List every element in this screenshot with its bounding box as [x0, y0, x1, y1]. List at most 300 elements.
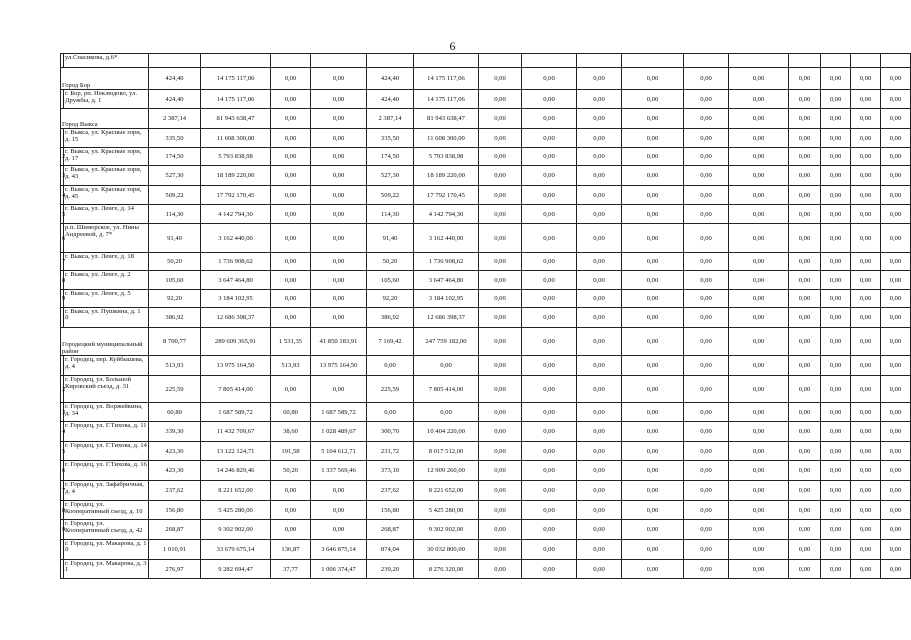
- value-cell: 0,00: [622, 461, 684, 481]
- value-cell: 0,00: [851, 376, 881, 403]
- value-cell: 5 793 838,98: [414, 148, 479, 166]
- value-cell: 0,00: [271, 271, 311, 290]
- value-cell: 0,00: [881, 148, 911, 166]
- value-cell: 874,04: [367, 540, 414, 560]
- value-cell: [851, 54, 881, 68]
- value-cell: 0,00: [479, 403, 522, 422]
- value-cell: 0,00: [684, 501, 729, 520]
- value-cell: 0,00: [622, 442, 684, 461]
- address-cell: г. Городец, ул. Г.Тихова, д. 11: [64, 422, 149, 442]
- value-cell: 0,00: [577, 356, 622, 376]
- address-cell: г. Выкса, ул. Красные зори, д. 45: [64, 186, 149, 205]
- value-cell: 91,40: [367, 224, 414, 253]
- value-cell: [149, 54, 201, 68]
- value-cell: 0,00: [789, 560, 821, 579]
- value-cell: 1 006 374,47: [311, 560, 367, 579]
- address-cell: г. Выкса, ул. Красные зори, д. 43: [64, 166, 149, 186]
- value-cell: 18 189 220,00: [414, 166, 479, 186]
- value-cell: 8 700,77: [149, 328, 201, 356]
- value-cell: 0,00: [271, 90, 311, 109]
- value-cell: 0,00: [311, 290, 367, 308]
- value-cell: 423,30: [149, 442, 201, 461]
- value-cell: 0,00: [789, 540, 821, 560]
- value-cell: 0,00: [522, 271, 577, 290]
- value-cell: 0,00: [479, 520, 522, 540]
- value-cell: 0,00: [821, 520, 851, 540]
- value-cell: 0,00: [821, 442, 851, 461]
- value-cell: 0,00: [622, 376, 684, 403]
- value-cell: 0,00: [851, 422, 881, 442]
- table-row: [61, 501, 911, 520]
- value-cell: 0,00: [522, 540, 577, 560]
- value-cell: 3 184 102,95: [201, 290, 271, 308]
- address-cell: г. Городец, ул. Воржейкина, д. 34: [64, 403, 149, 422]
- value-cell: 9 282 694,47: [201, 560, 271, 579]
- value-cell: 0,00: [577, 129, 622, 148]
- value-cell: 0,00: [851, 68, 881, 90]
- value-cell: 0,00: [684, 356, 729, 376]
- value-cell: 0,00: [789, 109, 821, 129]
- value-cell: 0,00: [311, 501, 367, 520]
- value-cell: 0,00: [522, 90, 577, 109]
- value-cell: 527,30: [367, 166, 414, 186]
- value-cell: 0,00: [522, 481, 577, 501]
- value-cell: 0,00: [271, 290, 311, 308]
- value-cell: 0,00: [522, 356, 577, 376]
- value-cell: 1 687 589,72: [311, 403, 367, 422]
- value-cell: 0,00: [684, 186, 729, 205]
- value-cell: [881, 54, 911, 68]
- value-cell: 0,00: [414, 356, 479, 376]
- address-cell: г. Городец, ул. Кооперативный съезд, д. 42: [64, 520, 149, 540]
- value-cell: 81 943 638,47: [414, 109, 479, 129]
- value-cell: 0,00: [522, 109, 577, 129]
- value-cell: 0,00: [684, 205, 729, 224]
- row-number: 9: [61, 290, 64, 308]
- value-cell: 0,00: [479, 205, 522, 224]
- value-cell: 156,80: [367, 501, 414, 520]
- value-cell: 0,00: [789, 166, 821, 186]
- value-cell: 0,00: [479, 290, 522, 308]
- value-cell: 50,20: [271, 461, 311, 481]
- value-cell: 0,00: [311, 129, 367, 148]
- value-cell: 0,00: [851, 148, 881, 166]
- value-cell: 0,00: [729, 271, 789, 290]
- value-cell: 527,30: [149, 166, 201, 186]
- value-cell: 0,00: [479, 224, 522, 253]
- value-cell: 0,00: [789, 68, 821, 90]
- value-cell: 0,00: [789, 461, 821, 481]
- value-cell: 0,00: [622, 109, 684, 129]
- value-cell: 0,00: [821, 186, 851, 205]
- value-cell: 174,50: [149, 148, 201, 166]
- address-cell: г. Городец, ул. Г.Тихова, д. 16: [64, 461, 149, 481]
- value-cell: 276,97: [149, 560, 201, 579]
- value-cell: 0,00: [479, 109, 522, 129]
- value-cell: 11 608 300,00: [414, 129, 479, 148]
- value-cell: [311, 54, 367, 68]
- value-cell: 0,00: [271, 205, 311, 224]
- address-cell: г. Городец, ул. Кооперативный съезд, д. 10: [64, 501, 149, 520]
- value-cell: 5 104 612,71: [311, 442, 367, 461]
- group-row: [61, 328, 911, 356]
- value-cell: 0,00: [851, 186, 881, 205]
- value-cell: 0,00: [684, 422, 729, 442]
- value-cell: 0,00: [881, 253, 911, 271]
- value-cell: 0,00: [821, 224, 851, 253]
- value-cell: 9 302 902,00: [414, 520, 479, 540]
- value-cell: 0,00: [622, 148, 684, 166]
- value-cell: 0,00: [684, 271, 729, 290]
- value-cell: 0,00: [522, 461, 577, 481]
- value-cell: 0,00: [684, 308, 729, 328]
- value-cell: 0,00: [729, 205, 789, 224]
- value-cell: 13 975 164,50: [201, 356, 271, 376]
- value-cell: 0,00: [577, 271, 622, 290]
- value-cell: 0,00: [821, 166, 851, 186]
- value-cell: 0,00: [821, 328, 851, 356]
- value-cell: 7 805 414,00: [414, 376, 479, 403]
- table-row: [61, 481, 911, 501]
- value-cell: 0,00: [821, 90, 851, 109]
- value-cell: 0,00: [881, 328, 911, 356]
- value-cell: 0,00: [479, 308, 522, 328]
- row-number: 8: [61, 271, 64, 290]
- value-cell: 0,00: [729, 166, 789, 186]
- row-number: 3: [61, 166, 64, 186]
- value-cell: 0,00: [311, 308, 367, 328]
- address-cell: г. Городец, ул. Зафабричная, д. 4: [64, 481, 149, 501]
- value-cell: 268,87: [367, 520, 414, 540]
- value-cell: [729, 54, 789, 68]
- value-cell: 0,00: [622, 271, 684, 290]
- value-cell: 114,30: [367, 205, 414, 224]
- value-cell: 0,00: [789, 308, 821, 328]
- value-cell: 50,20: [367, 253, 414, 271]
- value-cell: 0,00: [729, 520, 789, 540]
- value-cell: 9 302 902,00: [201, 520, 271, 540]
- value-cell: 0,00: [881, 442, 911, 461]
- value-cell: 0,00: [622, 308, 684, 328]
- value-cell: 0,00: [577, 224, 622, 253]
- value-cell: 0,00: [851, 356, 881, 376]
- value-cell: 0,00: [729, 442, 789, 461]
- value-cell: 0,00: [881, 403, 911, 422]
- value-cell: 0,00: [577, 403, 622, 422]
- value-cell: 0,00: [311, 271, 367, 290]
- value-cell: 0,00: [851, 520, 881, 540]
- value-cell: 0,00: [821, 481, 851, 501]
- value-cell: 0,00: [729, 328, 789, 356]
- value-cell: 335,50: [367, 129, 414, 148]
- value-cell: [271, 54, 311, 68]
- row-number: 2: [61, 148, 64, 166]
- value-cell: 0,00: [729, 224, 789, 253]
- value-cell: 0,00: [311, 520, 367, 540]
- value-cell: 0,00: [881, 520, 911, 540]
- table-row: [61, 166, 911, 186]
- table-row: [61, 90, 911, 109]
- value-cell: 0,00: [577, 501, 622, 520]
- value-cell: 0,00: [729, 148, 789, 166]
- value-cell: 0,00: [851, 461, 881, 481]
- value-cell: 3 647 464,80: [414, 271, 479, 290]
- value-cell: 0,00: [479, 540, 522, 560]
- value-cell: 0,00: [684, 540, 729, 560]
- value-cell: 0,00: [729, 481, 789, 501]
- value-cell: 0,00: [522, 403, 577, 422]
- value-cell: 33 679 675,14: [201, 540, 271, 560]
- value-cell: 0,00: [729, 308, 789, 328]
- value-cell: 0,00: [622, 224, 684, 253]
- value-cell: 3 162 440,00: [201, 224, 271, 253]
- value-cell: 0,00: [821, 308, 851, 328]
- value-cell: 8 221 652,00: [414, 481, 479, 501]
- value-cell: 0,00: [684, 253, 729, 271]
- value-cell: [479, 54, 522, 68]
- address-cell: г. Городец, ул. Макарова, д. 1: [64, 540, 149, 560]
- value-cell: 0,00: [684, 166, 729, 186]
- row-number: 3: [61, 403, 64, 422]
- value-cell: 0,00: [851, 501, 881, 520]
- value-cell: 0,00: [622, 403, 684, 422]
- address-cell: г. Городец, ул. Большой Кировский съезд, д. 31: [64, 376, 149, 403]
- value-cell: [414, 54, 479, 68]
- value-cell: 0,00: [271, 481, 311, 501]
- value-cell: 0,00: [851, 271, 881, 290]
- value-cell: 136,87: [271, 540, 311, 560]
- value-cell: 0,00: [577, 205, 622, 224]
- value-cell: 0,00: [684, 109, 729, 129]
- value-cell: 0,00: [311, 68, 367, 90]
- value-cell: 0,00: [522, 224, 577, 253]
- value-cell: 513,93: [271, 356, 311, 376]
- value-cell: 0,00: [821, 501, 851, 520]
- value-cell: 0,00: [851, 481, 881, 501]
- value-cell: 0,00: [522, 328, 577, 356]
- value-cell: 0,00: [881, 109, 911, 129]
- value-cell: 0,00: [821, 290, 851, 308]
- value-cell: 156,80: [149, 501, 201, 520]
- value-cell: 0,00: [789, 148, 821, 166]
- address-cell: г. Выкса, ул. Ленге, д. 18: [64, 253, 149, 271]
- value-cell: 5 425 280,00: [201, 501, 271, 520]
- value-cell: 0,00: [881, 205, 911, 224]
- value-cell: 3 647 464,80: [201, 271, 271, 290]
- continuation-row: [61, 54, 911, 68]
- value-cell: 0,00: [479, 68, 522, 90]
- value-cell: 14 175 117,06: [201, 68, 271, 90]
- value-cell: 0,00: [881, 540, 911, 560]
- value-cell: 13 122 124,71: [201, 442, 271, 461]
- value-cell: 92,20: [149, 290, 201, 308]
- value-cell: 0,00: [577, 90, 622, 109]
- table-row: [61, 376, 911, 403]
- value-cell: 0,00: [881, 461, 911, 481]
- row-number: 10: [61, 540, 64, 560]
- value-cell: 41 850 183,91: [311, 328, 367, 356]
- row-number: 2: [61, 376, 64, 403]
- value-cell: 0,00: [789, 205, 821, 224]
- value-cell: 424,40: [367, 68, 414, 90]
- table-row: [61, 186, 911, 205]
- address-cell: г. Городец, ул. Макарова, д. 3: [64, 560, 149, 579]
- value-cell: 0,00: [311, 205, 367, 224]
- value-cell: 12 686 398,37: [201, 308, 271, 328]
- group-name: Городецкий муниципальный район: [61, 328, 149, 356]
- value-cell: 0,00: [729, 186, 789, 205]
- value-cell: 0,00: [851, 540, 881, 560]
- page-number: 6: [449, 39, 456, 53]
- value-cell: 0,00: [821, 109, 851, 129]
- value-cell: 0,00: [881, 422, 911, 442]
- value-cell: 8 276 320,00: [414, 560, 479, 579]
- value-cell: 0,00: [271, 68, 311, 90]
- value-cell: 0,00: [522, 129, 577, 148]
- value-cell: 17 792 170,45: [201, 186, 271, 205]
- value-cell: 0,00: [684, 481, 729, 501]
- value-cell: 0,00: [789, 328, 821, 356]
- value-cell: 0,00: [479, 90, 522, 109]
- value-cell: 0,00: [414, 403, 479, 422]
- value-cell: 0,00: [577, 253, 622, 271]
- value-cell: 1 010,91: [149, 540, 201, 560]
- value-cell: 513,93: [149, 356, 201, 376]
- value-cell: 247 759 182,00: [414, 328, 479, 356]
- value-cell: 8 017 512,00: [414, 442, 479, 461]
- value-cell: 0,00: [577, 290, 622, 308]
- value-cell: 0,00: [684, 148, 729, 166]
- value-cell: 81 943 638,47: [201, 109, 271, 129]
- value-cell: 0,00: [729, 560, 789, 579]
- table-row: [61, 461, 911, 481]
- value-cell: 0,00: [729, 90, 789, 109]
- value-cell: 30 032 800,00: [414, 540, 479, 560]
- value-cell: 509,22: [367, 186, 414, 205]
- value-cell: 18 189 220,00: [201, 166, 271, 186]
- value-cell: 5 425 280,00: [414, 501, 479, 520]
- value-cell: 0,00: [789, 481, 821, 501]
- value-cell: 0,00: [851, 290, 881, 308]
- value-cell: 0,00: [479, 376, 522, 403]
- value-cell: 424,40: [149, 68, 201, 90]
- value-cell: 0,00: [851, 253, 881, 271]
- value-cell: 0,00: [311, 186, 367, 205]
- value-cell: 0,00: [479, 461, 522, 481]
- table-row: [61, 356, 911, 376]
- table-row: [61, 271, 911, 290]
- value-cell: 17 792 170,45: [414, 186, 479, 205]
- value-cell: 0,00: [684, 129, 729, 148]
- value-cell: 0,00: [789, 129, 821, 148]
- value-cell: 0,00: [271, 253, 311, 271]
- value-cell: 0,00: [311, 224, 367, 253]
- row-number: 8: [61, 501, 64, 520]
- value-cell: 0,00: [479, 481, 522, 501]
- value-cell: 0,00: [851, 328, 881, 356]
- value-cell: 0,00: [729, 109, 789, 129]
- value-cell: 12 909 260,00: [414, 461, 479, 481]
- value-cell: 0,00: [622, 253, 684, 271]
- value-cell: 14 175 117,06: [414, 68, 479, 90]
- value-cell: 0,00: [577, 422, 622, 442]
- address-cell: г. Выкса, ул. Пушкина, д. 1: [64, 308, 149, 328]
- value-cell: 0,00: [367, 403, 414, 422]
- value-cell: 0,00: [622, 560, 684, 579]
- value-cell: 105,60: [149, 271, 201, 290]
- value-cell: 0,00: [851, 308, 881, 328]
- value-cell: 0,00: [789, 422, 821, 442]
- value-cell: [201, 54, 271, 68]
- value-cell: 60,80: [271, 403, 311, 422]
- value-cell: 0,00: [789, 356, 821, 376]
- value-cell: 0,00: [622, 328, 684, 356]
- value-cell: 0,00: [789, 271, 821, 290]
- value-cell: 225,59: [149, 376, 201, 403]
- value-cell: 0,00: [851, 166, 881, 186]
- value-cell: 2 387,14: [367, 109, 414, 129]
- value-cell: 13 975 164,50: [311, 356, 367, 376]
- value-cell: 8 221 652,00: [201, 481, 271, 501]
- value-cell: 0,00: [577, 461, 622, 481]
- value-cell: 0,00: [622, 90, 684, 109]
- value-cell: 12 686 398,37: [414, 308, 479, 328]
- value-cell: 91,40: [149, 224, 201, 253]
- register-body: [61, 54, 911, 579]
- address-cell: р.п. Шиморское, ул. Нины Андреевой, д. 7*: [64, 224, 149, 253]
- value-cell: 0,00: [271, 224, 311, 253]
- table-row: [61, 290, 911, 308]
- value-cell: 0,00: [729, 461, 789, 481]
- value-cell: 0,00: [479, 501, 522, 520]
- address-cell: г. Бор, рп. Неклюдово, ул. Дружбы, д. 1: [64, 90, 149, 109]
- value-cell: 0,00: [881, 68, 911, 90]
- value-cell: 0,00: [577, 481, 622, 501]
- value-cell: 1 337 569,46: [311, 461, 367, 481]
- value-cell: 0,00: [622, 540, 684, 560]
- value-cell: 3 646 875,14: [311, 540, 367, 560]
- row-number: 5: [61, 205, 64, 224]
- value-cell: [622, 54, 684, 68]
- value-cell: 0,00: [729, 253, 789, 271]
- value-cell: 335,50: [149, 129, 201, 148]
- value-cell: 0,00: [821, 356, 851, 376]
- row-number: 9: [61, 520, 64, 540]
- value-cell: 191,58: [271, 442, 311, 461]
- value-cell: 38,60: [271, 422, 311, 442]
- value-cell: 0,00: [789, 186, 821, 205]
- group-name: Город Выкса: [61, 109, 149, 129]
- value-cell: 0,00: [881, 501, 911, 520]
- value-cell: 0,00: [622, 205, 684, 224]
- value-cell: 0,00: [684, 560, 729, 579]
- value-cell: [789, 54, 821, 68]
- row-number: 6: [61, 461, 64, 481]
- value-cell: 0,00: [622, 290, 684, 308]
- value-cell: 1 531,35: [271, 328, 311, 356]
- table-row: [61, 129, 911, 148]
- value-cell: 0,00: [522, 308, 577, 328]
- address-cell: г. Городец, ул. Г.Тихова, д. 14: [64, 442, 149, 461]
- value-cell: 0,00: [789, 501, 821, 520]
- value-cell: 0,00: [851, 129, 881, 148]
- value-cell: 0,00: [881, 271, 911, 290]
- value-cell: 0,00: [881, 376, 911, 403]
- value-cell: 0,00: [729, 501, 789, 520]
- table-row: [61, 205, 911, 224]
- value-cell: 268,87: [149, 520, 201, 540]
- value-cell: 0,00: [684, 442, 729, 461]
